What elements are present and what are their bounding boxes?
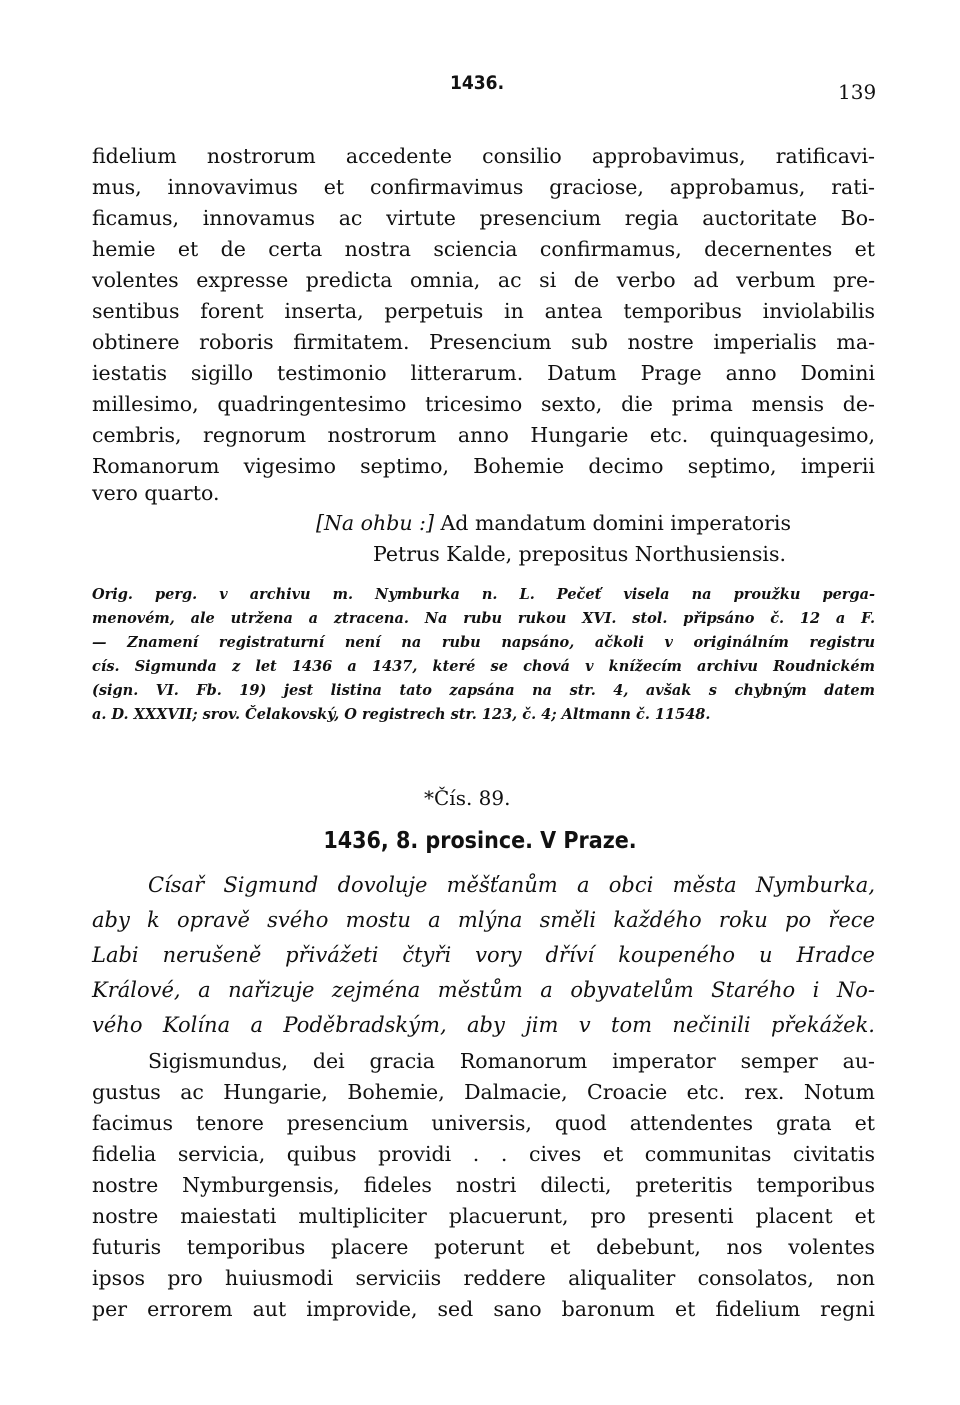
text-line: millesimo, quadringentesimo tricesimo sexto, die prima mensis de- <box>92 392 875 416</box>
text-line: facimus tenore presencium universis, quod attendentes grata et <box>92 1111 875 1135</box>
document-number: *Čís. 89. <box>424 786 511 810</box>
verso-label: [Na ohbu :] <box>316 511 434 535</box>
regest-line: Císař Sigmund dovoluje měšťanům a obci města Nymburka, <box>148 873 875 897</box>
text-line: volentes expresse predicta omnia, ac si de verbo ad verbum pre- <box>92 268 875 292</box>
text-line: per errorem aut improvide, sed sano baronum et fidelium regni <box>92 1297 875 1321</box>
signature-name-line: Petrus Kalde, prepositus Northusiensis. <box>373 542 786 566</box>
regest-line: vého Kolína a Poděbradským, aby jim v tom nečinili překážek. <box>92 1013 875 1037</box>
text-line: mus, innovavimus et confirmavimus graciose, approbamus, rati- <box>92 175 875 199</box>
note-line: menovém, ale utržena a ztracena. Na rubu rukou XVI. stol. připsáno č. 12 a F. <box>92 610 875 627</box>
text-line: ipsos pro huiusmodi serviciis reddere aliqualiter consolatos, non <box>92 1266 875 1290</box>
text-line: futuris temporibus placere poterunt et debebunt, nos volentes <box>92 1235 875 1259</box>
running-head-year: 1436. <box>450 72 505 94</box>
note-line: (sign. VI. Fb. 19) jest listina tato zapsána na str. 4, avšak s chybným datem <box>92 682 875 699</box>
page-number: 139 <box>838 80 877 104</box>
text-line: ficamus, innovamus ac virtute presencium regia auctoritate Bo- <box>92 206 875 230</box>
note-line: cís. Sigmunda z let 1436 a 1437, které se chová v knížecím archivu Roudnickém <box>92 658 875 675</box>
text-line: cembris, regnorum nostrorum anno Hungarie etc. quinquagesimo, <box>92 423 875 447</box>
text-line: iestatis sigillo testimonio litterarum. Datum Prage anno Domini <box>92 361 875 385</box>
regest-line: Králové, a nařizuje zejména městům a obyvatelům Starého i No- <box>92 978 875 1002</box>
text-line: sentibus forent inserta, perpetuis in antea temporibus inviolabilis <box>92 299 875 323</box>
note-line: a. D. XXXVII; srov. Čelakovský, O registrech str. 123, č. 4; Altmann č. 11548. <box>92 706 711 723</box>
text-line: Romanorum vigesimo septimo, Bohemie decimo septimo, imperii <box>92 454 875 478</box>
regest-line: aby k opravě svého mostu a mlýna směli každého roku po řece <box>92 908 875 932</box>
text-line: gustus ac Hungarie, Bohemie, Dalmacie, Croacie etc. rex. Notum <box>92 1080 875 1104</box>
note-line: Orig. perg. v archivu m. Nymburka n. L. Pečeť visela na proužku perga- <box>92 586 875 603</box>
text-line: vero quarto. <box>92 481 220 505</box>
text-line: fidelia servicia, quibus providi . . cives et communitas civitatis <box>92 1142 875 1166</box>
document-date-place: 1436, 8. prosince. V Praze. <box>323 828 637 854</box>
text-line: nostre Nymburgensis, fideles nostri dilecti, preteritis temporibus <box>92 1173 875 1197</box>
text-line: obtinere roboris firmitatem. Presencium sub nostre imperialis ma- <box>92 330 875 354</box>
text-line: Sigismundus, dei gracia Romanorum imperator semper au- <box>148 1049 875 1073</box>
note-line: — Znamení registraturní není na rubu napsáno, ačkoli v originálním registru <box>92 634 875 651</box>
text-line: hemie et de certa nostra sciencia confirmamus, decernentes et <box>92 237 875 261</box>
text-line: fidelium nostrorum accedente consilio approbavimus, ratificavi- <box>92 144 875 168</box>
signature-line: Ad mandatum domini imperatoris <box>440 511 792 535</box>
regest-line: Labi nerušeně přivážeti čtyři vory dříví koupeného u Hradce <box>92 943 875 967</box>
text-line: nostre maiestati multipliciter placuerunt, pro presenti placent et <box>92 1204 875 1228</box>
